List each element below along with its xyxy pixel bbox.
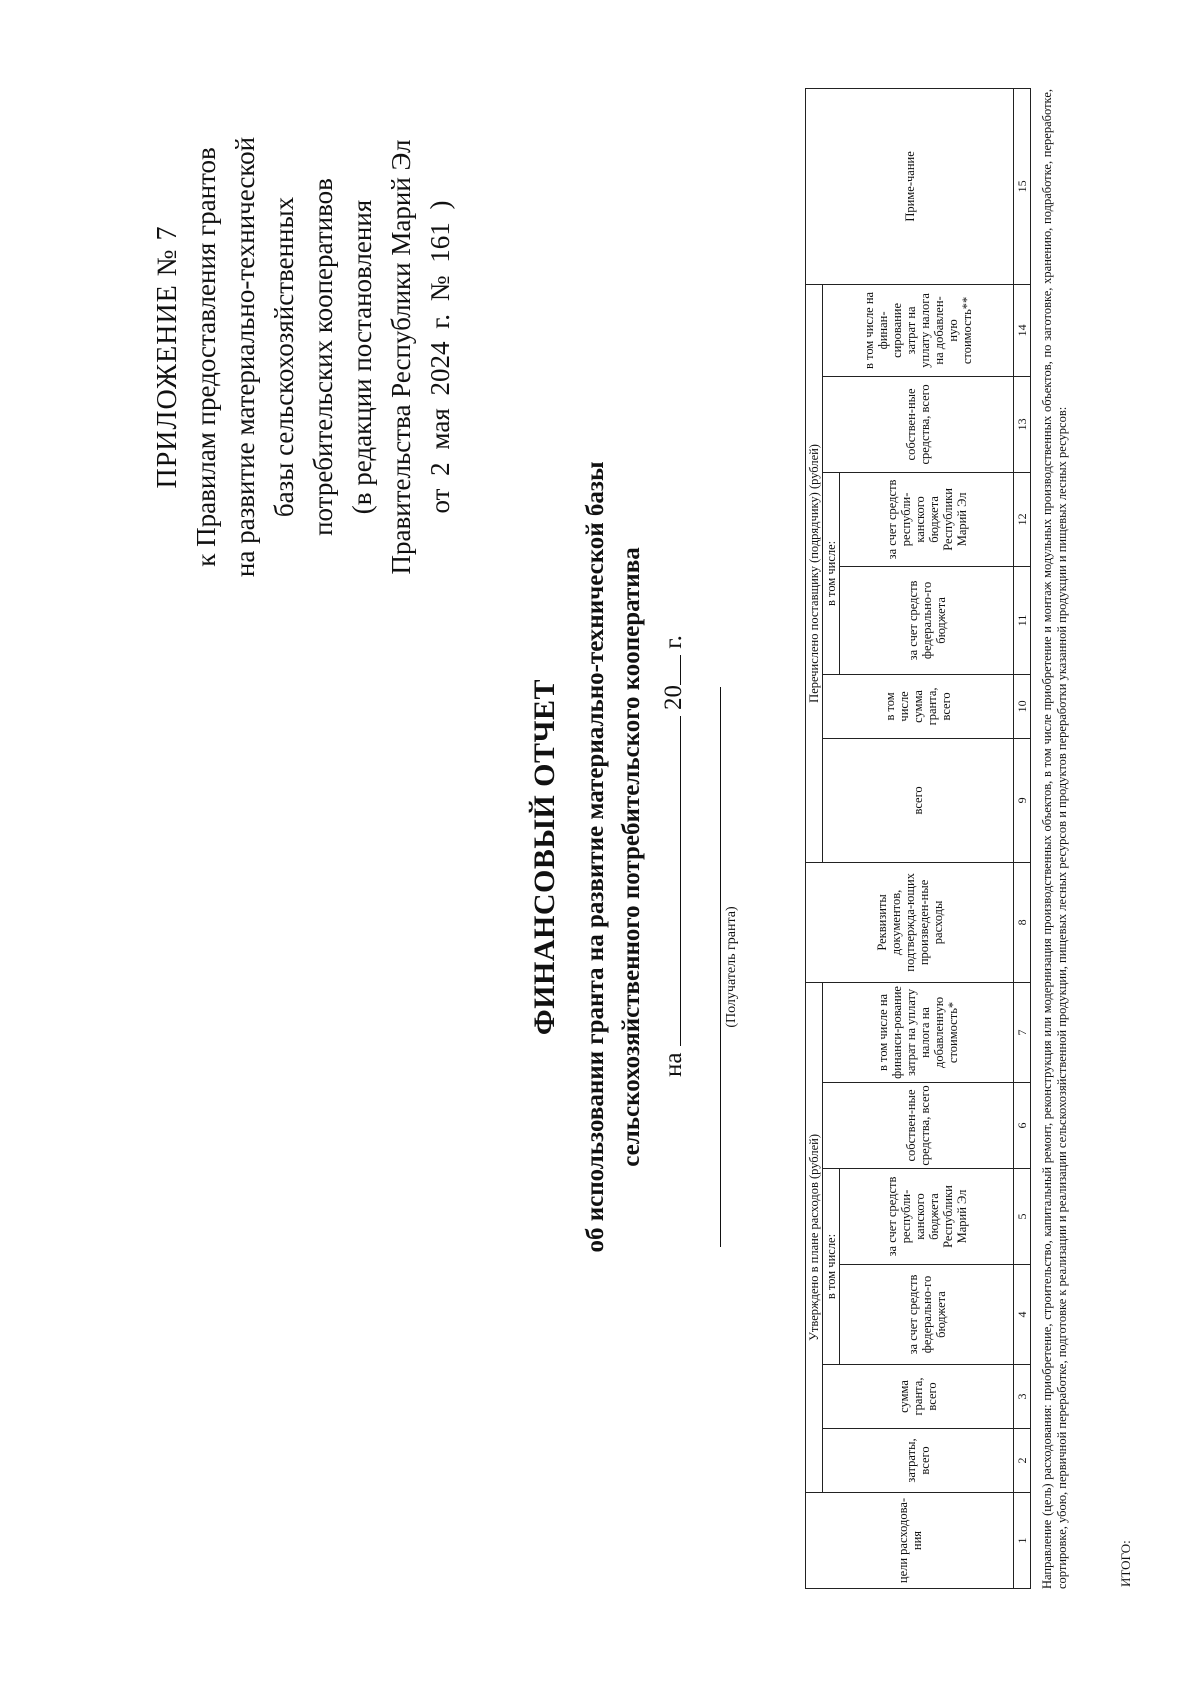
header-federal: за счет средств федерально-го бюджета — [840, 1265, 1014, 1365]
total-label: ИТОГО: — [1118, 1540, 1133, 1587]
appendix-line: потребительских кооперативов — [308, 178, 338, 536]
header-group-plan: Утверждено в плане расходов (рублей) — [806, 982, 823, 1492]
appendix-date-line: от 2 мая 2024 г. № 161 ) — [425, 200, 455, 514]
period-line — [658, 635, 688, 1077]
column-number: 14 — [1014, 284, 1031, 376]
recipient-caption: (Получатель гранта) — [724, 906, 739, 1028]
appendix-line: (в редакции постановления — [347, 199, 377, 515]
header-documents: Реквизиты документов, подтвержда-ющих произведен-ные расходы — [806, 862, 1014, 982]
recipient-underline — [720, 687, 721, 1247]
column-number: 13 — [1014, 376, 1031, 472]
header-purpose: цели расходова-ния — [806, 1493, 1014, 1589]
column-number: 1 — [1014, 1493, 1031, 1589]
appendix-line: Правительства Республики Марий Эл — [386, 139, 416, 575]
column-number: 3 — [1014, 1365, 1031, 1429]
header-including-paid: в том числе: — [823, 472, 840, 674]
column-number: 8 — [1014, 862, 1031, 982]
header-costs-total: затраты, всего — [823, 1429, 1014, 1493]
header-paid-republic: за счет средств республи-канского бюджета Республики Марий Эл — [840, 472, 1014, 566]
header-vat: в том числе на финанси-рование затрат на уплату налога на добавленную стоимость* — [823, 982, 1014, 1082]
report-table — [805, 88, 1031, 1589]
column-number-row — [1014, 88, 1031, 1588]
header-including-plan: в том числе: — [823, 1169, 840, 1365]
column-number: 15 — [1014, 88, 1031, 284]
report-title: ФИНАНСОВЫЙ ОТЧЕТ — [528, 678, 561, 1036]
header-own-funds: собствен-ные средства, всего — [823, 1083, 1014, 1169]
report-subtitle-line-2: сельскохозяйственного потребительского кооператива — [618, 547, 645, 1167]
period-year-suffix: г. — [660, 635, 687, 649]
column-number: 10 — [1014, 674, 1031, 738]
year-blank — [658, 655, 681, 685]
column-number: 2 — [1014, 1429, 1031, 1493]
expenditure-direction-note: Направление (цель) расходования: приобретение, строительство, капитальный ремонт, реконструкция или модернизация производственных объектов, в том числе приобретение и монтаж модульных производственных объектов, по заготовке, хранению, подработке, переработке, сортировке, убою, первичной переработке, подготовке к реализации и реализации сельскохозяйственной продукции, пищевых лесных ресурсов и продуктов переработки указанной продукции и пищевых лесных ресурсов: — [1040, 89, 1069, 1589]
column-number: 5 — [1014, 1169, 1031, 1265]
header-paid-own: собствен-ные средства, всего — [823, 376, 1014, 472]
column-number: 6 — [1014, 1083, 1031, 1169]
period-year-prefix: 20 — [660, 685, 687, 711]
appendix-title: ПРИЛОЖЕНИЕ № 7 — [152, 225, 183, 489]
column-number: 12 — [1014, 472, 1031, 566]
header-paid-total: всего — [823, 738, 1014, 862]
header-note: Приме-чание — [806, 88, 1014, 284]
appendix-block — [148, 77, 460, 637]
header-republic: за счет средств республи-канского бюджета Республики Марий Эл — [840, 1169, 1014, 1265]
appendix-line: к Правилам предоставления грантов — [191, 147, 221, 567]
column-number: 9 — [1014, 738, 1031, 862]
header-grant-total: сумма гранта, всего — [823, 1365, 1014, 1429]
header-paid-federal: за счет средств федерально-го бюджета — [840, 566, 1014, 674]
column-number: 4 — [1014, 1265, 1031, 1365]
period-blank — [658, 716, 681, 1046]
column-number: 11 — [1014, 566, 1031, 674]
report-subtitle-line-1: об использовании гранта на развитие материально-технической базы — [582, 461, 609, 1253]
period-na: на — [660, 1052, 687, 1077]
appendix-line: базы сельскохозяйственных — [269, 196, 299, 518]
column-number: 7 — [1014, 982, 1031, 1082]
appendix-line: на развитие материально-технической — [230, 136, 260, 578]
header-paid-grant: в том числе сумма гранта, всего — [823, 674, 1014, 738]
header-group-paid: Перечислено поставщику (подрядчику) (рублей) — [806, 284, 823, 862]
header-paid-vat: в том числе на финан-сирование затрат на уплату налога на добавлен-ную стоимость** — [823, 284, 1014, 376]
